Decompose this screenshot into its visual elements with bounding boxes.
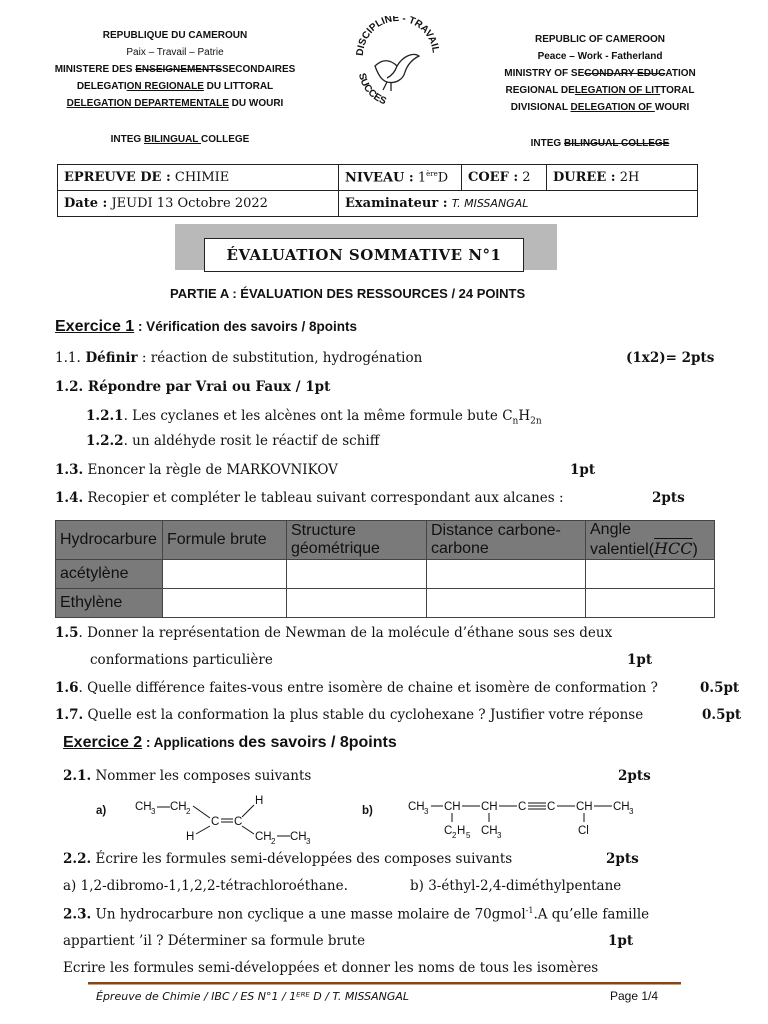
- points-2-1: 2pts: [618, 768, 651, 784]
- question-1-7: 1.7. Quelle est la conformation la plus stable du cyclohexane ? Justifier votre réponse: [55, 707, 644, 723]
- exam-info-table: [57, 164, 698, 217]
- molecule-b-structure: [405, 794, 655, 840]
- svg-text:DISCIPLINE - TRAVAIL: [355, 16, 441, 56]
- question-1-5-cont: conformations particulière: [90, 652, 273, 668]
- part-a-heading: PARTIE A : ÉVALUATION DES RESSOURCES / 24 POINTS: [170, 286, 526, 301]
- table-cell: [427, 560, 586, 589]
- svg-text:CH: CH: [481, 801, 498, 813]
- school-name-right: INTEG BILINGUAL COLLEGE: [530, 138, 670, 149]
- svg-text:Cl: Cl: [578, 825, 589, 837]
- divisional-delegation-fr: DELEGATION DEPARTEMENTALE DU WOURI: [66, 98, 284, 109]
- svg-text:2: 2: [452, 831, 457, 840]
- svg-text:CH: CH: [481, 825, 498, 837]
- molecule-a-label: a): [96, 805, 107, 817]
- molecule-a-structure: [130, 788, 330, 848]
- question-2-2-b: b) 3-éthyl-2,4-diméthylpentane: [410, 878, 622, 894]
- svg-text:2: 2: [271, 837, 276, 846]
- svg-text:H: H: [457, 825, 466, 837]
- motto-en: Peace – Work - Fatherland: [537, 51, 663, 62]
- question-1-2: 1.2. Répondre par Vrai ou Faux / 1pt: [55, 379, 331, 395]
- level-cell: NIVEAU : 1èreD: [339, 165, 462, 191]
- svg-text:C: C: [234, 816, 243, 828]
- question-2-3: 2.3. Un hydrocarbure non cyclique a une masse molaire de 70gmol$^{-1}$.A qu’elle famille: [63, 906, 650, 923]
- table-header: Structure géométrique: [287, 521, 427, 560]
- svg-text:CH: CH: [576, 801, 593, 813]
- table-cell: [287, 560, 427, 589]
- country-name-en: REPUBLIC OF CAMEROON: [535, 34, 665, 45]
- divisional-delegation-en: DIVISIONAL DELEGATION OF WOURI: [510, 102, 690, 113]
- exercise-2-heading: Exercice 2 : Applications des savoirs / 8points: [63, 734, 397, 751]
- svg-text:C: C: [211, 816, 220, 828]
- points-2-3: 1pt: [608, 933, 634, 949]
- svg-text:CH: CH: [613, 801, 630, 813]
- table-cell: [163, 589, 287, 618]
- question-1-2-1: 1.2.1. Les cyclanes et les alcènes ont la même formule bute $C_nH_{2n}$: [86, 408, 542, 427]
- table-header-row: [56, 521, 715, 560]
- question-2-3-cont: appartient ’il ? Déterminer sa formule brute: [63, 933, 366, 949]
- points-1-3: 1pt: [570, 462, 596, 478]
- school-logo: [345, 16, 445, 111]
- question-1-5: 1.5. Donner la représentation de Newman de la molécule d’éthane sous ses deux: [55, 625, 613, 641]
- question-1-4: 1.4. Recopier et compléter le tableau suivant correspondant aux alcanes :: [55, 490, 564, 506]
- svg-text:3: 3: [306, 837, 311, 846]
- coef-cell: COEF : 2: [462, 165, 547, 191]
- svg-text:C: C: [547, 801, 556, 813]
- points-1-5: 1pt: [627, 652, 653, 668]
- school-name-left: INTEG BILINGUAL COLLEGE: [110, 134, 250, 145]
- points-1-1: (1x2)= 2pts: [626, 350, 715, 366]
- table-cell: [586, 560, 715, 589]
- question-1-2-2: 1.2.2. un aldéhyde rosit le réactif de schiff: [86, 433, 380, 449]
- row-label: acétylène: [56, 560, 163, 589]
- table-header: Distance carbone-carbone: [427, 521, 586, 560]
- svg-text:2: 2: [186, 807, 191, 816]
- svg-text:CH: CH: [408, 801, 425, 813]
- page-title: ÉVALUATION SOMMATIVE N°1: [226, 246, 502, 264]
- dove-icon: [375, 54, 419, 91]
- duration-cell: DUREE : 2H: [547, 165, 698, 191]
- page-number: Page 1/4: [610, 989, 659, 1003]
- table-cell: [163, 560, 287, 589]
- points-1-7: 0.5pt: [702, 707, 742, 723]
- svg-text:CH: CH: [290, 831, 307, 843]
- svg-text:CH: CH: [135, 801, 152, 813]
- svg-text:3: 3: [629, 807, 634, 816]
- date-cell: Date : JEUDI 13 Octobre 2022: [58, 191, 339, 217]
- svg-text:C: C: [444, 825, 453, 837]
- svg-text:H: H: [255, 795, 264, 807]
- regional-delegation-en: REGIONAL DELEGATION OF LITTORAL: [505, 85, 695, 96]
- hydrocarbon-table: [55, 520, 715, 618]
- table-row: [56, 589, 715, 618]
- svg-text:H: H: [186, 831, 195, 843]
- subject-cell: EPREUVE DE : CHIMIE: [58, 165, 339, 191]
- svg-text:CH: CH: [170, 801, 187, 813]
- question-2-2: 2.2. Écrire les formules semi-développées des composes suivants: [63, 851, 513, 867]
- question-2-2-a: a) 1,2-dibromo-1,1,2,2-tétrachloroéthane.: [63, 878, 348, 894]
- points-1-6: 0.5pt: [700, 680, 740, 696]
- question-1-3: 1.3. Enoncer la règle de MARKOVNIKOV: [55, 462, 338, 478]
- logo-motto-bottom: SUCCES: [355, 72, 388, 108]
- footer-rule: [88, 982, 681, 985]
- svg-text:3: 3: [497, 831, 502, 840]
- examiner-cell: Examinateur : T. MISSANGAL: [339, 191, 698, 217]
- exercise-1-heading: Exercice 1 : Vérification des savoirs / 8points: [55, 318, 358, 335]
- question-1-6: 1.6. Quelle différence faites-vous entre isomère de chaine et isomère de conformation ?: [55, 680, 658, 696]
- table-cell: [586, 589, 715, 618]
- header-left: [40, 27, 310, 112]
- table-cell: [287, 589, 427, 618]
- svg-text:CH: CH: [444, 801, 461, 813]
- table-cell: [427, 589, 586, 618]
- svg-text:5: 5: [466, 831, 471, 840]
- svg-text:3: 3: [151, 807, 156, 816]
- title-box: [204, 238, 524, 272]
- motto-fr: Paix – Travail – Patrie: [126, 47, 224, 58]
- question-2-1: 2.1. Nommer les composes suivants: [63, 768, 312, 784]
- molecule-b-label: b): [362, 805, 373, 817]
- ministry-en: MINISTRY OF SECONDARY EDUCATION: [504, 68, 696, 79]
- points-2-2: 2pts: [606, 851, 639, 867]
- svg-text:CH: CH: [255, 831, 272, 843]
- header-right: [470, 31, 730, 116]
- points-1-4: 2pts: [652, 490, 685, 506]
- table-header: Formule brute: [163, 521, 287, 560]
- table-header: Hydrocarbure: [56, 521, 163, 560]
- svg-text:3: 3: [424, 807, 429, 816]
- svg-text:C: C: [518, 801, 527, 813]
- row-label: Ethylène: [56, 589, 163, 618]
- country-name-fr: REPUBLIQUE DU CAMEROUN: [102, 30, 248, 41]
- regional-delegation-fr: DELEGATION REGIONALE DU LITTORAL: [76, 81, 274, 92]
- ministry-fr: MINISTERE DES ENSEIGNEMENTSSECONDAIRES: [54, 64, 296, 75]
- table-row: [56, 560, 715, 589]
- question-2-3-cont2: Ecrire les formules semi-développées et donner les noms de tous les isomères: [63, 960, 599, 976]
- table-header-angle: Angle $valentiel(\overline{HCC})$: [586, 521, 715, 560]
- footer-left: Épreuve de Chimie / IBC / ES N°1 / 1ᴱᴿᴱ D / T. MISSANGAL: [96, 990, 410, 1003]
- question-1-1: 1.1. Définir : réaction de substitution, hydrogénation: [55, 350, 423, 366]
- logo-motto-top: DISCIPLINE - TRAVAIL: [354, 16, 441, 57]
